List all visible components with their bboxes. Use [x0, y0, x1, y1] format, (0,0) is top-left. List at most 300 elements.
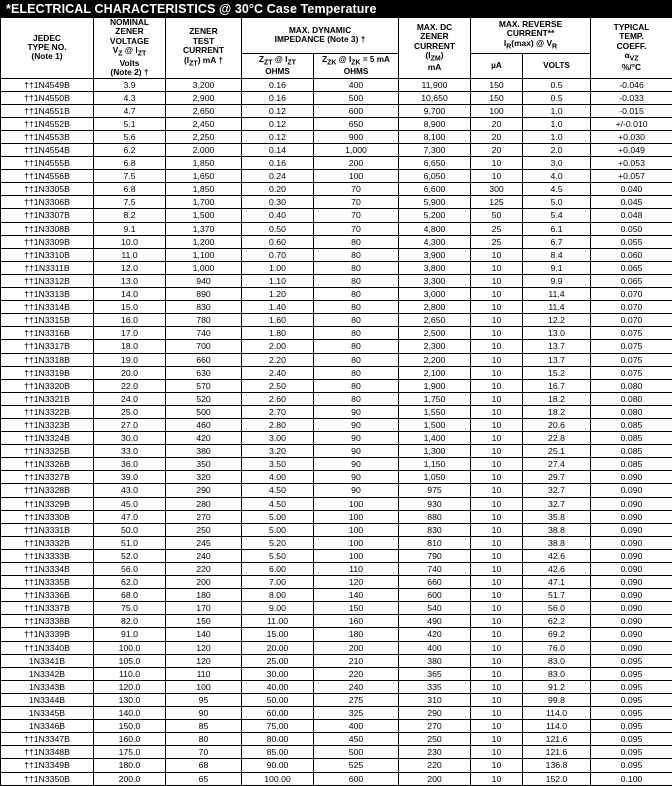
table-row: [1, 733, 672, 746]
cell-izm: 11,900: [399, 78, 471, 91]
cell-vr: 121.6: [523, 746, 591, 759]
cell-temp-coeff: 0.075: [591, 327, 672, 340]
table-row: [1, 340, 672, 353]
cell-zener-voltage: 7.5: [94, 196, 166, 209]
cell-zener-test-current: 380: [166, 445, 242, 458]
cell-zener-voltage: 30.0: [94, 432, 166, 445]
cell-jedec-type: ††1N3319B: [1, 366, 94, 379]
cell-zener-voltage: 160.0: [94, 733, 166, 746]
cell-zener-voltage: 75.0: [94, 602, 166, 615]
cell-jedec-type: ††1N3313B: [1, 288, 94, 301]
cell-izm: 600: [399, 589, 471, 602]
table-row: [1, 445, 672, 458]
cell-temp-coeff: 0.095: [591, 759, 672, 772]
cell-zener-test-current: 1,500: [166, 209, 242, 222]
cell-ir: 10: [471, 157, 523, 170]
cell-vr: 4.5: [523, 183, 591, 196]
cell-zener-voltage: 15.0: [94, 301, 166, 314]
cell-izm: 1,500: [399, 418, 471, 431]
cell-izm: 930: [399, 497, 471, 510]
cell-zener-test-current: 1,700: [166, 196, 242, 209]
cell-zzt: 85.00: [242, 746, 314, 759]
cell-zzt: 0.12: [242, 117, 314, 130]
table-row: [1, 248, 672, 261]
cell-vr: 69.2: [523, 628, 591, 641]
cell-jedec-type: ††1N3312B: [1, 274, 94, 287]
cell-vr: 5.0: [523, 196, 591, 209]
cell-vr: 25.1: [523, 445, 591, 458]
zener-voltage-l2: ZENER: [94, 27, 165, 36]
cell-vr: 32.7: [523, 497, 591, 510]
cell-izm: 230: [399, 746, 471, 759]
cell-zzk: 160: [314, 615, 399, 628]
cell-zener-voltage: 180.0: [94, 759, 166, 772]
cell-jedec-type: ††1N3309B: [1, 235, 94, 248]
cell-zener-voltage: 50.0: [94, 523, 166, 536]
table-row: [1, 510, 672, 523]
cell-zener-test-current: 700: [166, 340, 242, 353]
cell-zener-voltage: 4.7: [94, 104, 166, 117]
cell-zener-voltage: 56.0: [94, 563, 166, 576]
table-row: [1, 471, 672, 484]
table-row: [1, 418, 672, 431]
cell-jedec-type: ††1N3322B: [1, 405, 94, 418]
cell-zener-test-current: 80: [166, 733, 242, 746]
header-row-1: [1, 18, 672, 54]
cell-zzt: 1.40: [242, 301, 314, 314]
cell-temp-coeff: 0.085: [591, 458, 672, 471]
table-row: [1, 667, 672, 680]
col-header-zzt: [242, 53, 314, 78]
cell-zener-test-current: 120: [166, 641, 242, 654]
cell-zzk: 80: [314, 235, 399, 248]
cell-izm: 880: [399, 510, 471, 523]
cell-zener-test-current: 1,000: [166, 261, 242, 274]
reverse-l1: MAX. REVERSE: [471, 20, 590, 29]
cell-zzk: 1,000: [314, 144, 399, 157]
cell-zener-test-current: 1,200: [166, 235, 242, 248]
cell-vr: 121.6: [523, 733, 591, 746]
cell-jedec-type: ††1N3339B: [1, 628, 94, 641]
cell-zener-voltage: 6.2: [94, 144, 166, 157]
impedance-l2: IMPEDANCE (Note 3) †: [242, 35, 398, 44]
cell-zener-test-current: 2,900: [166, 91, 242, 104]
cell-vr: 32.7: [523, 484, 591, 497]
cell-izm: 400: [399, 641, 471, 654]
col-header-max-dc-zener-current: [399, 18, 471, 79]
cell-izm: 4,800: [399, 222, 471, 235]
cell-zzk: 90: [314, 445, 399, 458]
cell-zzk: 90: [314, 458, 399, 471]
cell-zener-voltage: 68.0: [94, 589, 166, 602]
cell-zzt: 25.00: [242, 654, 314, 667]
cell-zener-test-current: 830: [166, 301, 242, 314]
col-header-test-current: [166, 18, 242, 79]
cell-zzt: 1.10: [242, 274, 314, 287]
cell-vr: 9.1: [523, 261, 591, 274]
cell-jedec-type: ††1N3314B: [1, 301, 94, 314]
cell-vr: 114.0: [523, 720, 591, 733]
cell-ir: 10: [471, 589, 523, 602]
table-row: [1, 536, 672, 549]
cell-ir: 10: [471, 261, 523, 274]
cell-vr: 62.2: [523, 615, 591, 628]
cell-zzt: 5.00: [242, 510, 314, 523]
cell-ir: 10: [471, 353, 523, 366]
cell-izm: 9,700: [399, 104, 471, 117]
cell-izm: 8,100: [399, 130, 471, 143]
cell-zzt: 1.80: [242, 327, 314, 340]
cell-zzk: 80: [314, 366, 399, 379]
cell-temp-coeff: 0.075: [591, 340, 672, 353]
cell-zzt: 0.30: [242, 196, 314, 209]
col-header-jedec-l3: (Note 1): [1, 52, 93, 61]
cell-temp-coeff: 0.090: [591, 589, 672, 602]
cell-temp-coeff: 0.080: [591, 392, 672, 405]
cell-temp-coeff: 0.095: [591, 667, 672, 680]
cell-vr: 22.8: [523, 432, 591, 445]
cell-temp-coeff: -0.046: [591, 78, 672, 91]
cell-ir: 20: [471, 144, 523, 157]
cell-jedec-type: ††1N3333B: [1, 549, 94, 562]
cell-jedec-type: ††1N4555B: [1, 157, 94, 170]
cell-jedec-type: ††1N3318B: [1, 353, 94, 366]
cell-zzk: 600: [314, 772, 399, 785]
cell-zener-voltage: 7.5: [94, 170, 166, 183]
cell-ir: 10: [471, 458, 523, 471]
cell-ir: 10: [471, 667, 523, 680]
dc-current-l4: $(I_{ZM})$: [399, 51, 470, 64]
cell-zzk: 80: [314, 327, 399, 340]
cell-zener-voltage: 110.0: [94, 667, 166, 680]
cell-ir: 10: [471, 366, 523, 379]
cell-temp-coeff: 0.095: [591, 733, 672, 746]
cell-zener-voltage: 6.8: [94, 157, 166, 170]
table-row: [1, 432, 672, 445]
temp-l4: $\alpha_{VZ}$: [591, 51, 672, 64]
cell-temp-coeff: 0.090: [591, 628, 672, 641]
cell-zzk: 80: [314, 392, 399, 405]
cell-jedec-type: ††1N3329B: [1, 497, 94, 510]
cell-zzk: 650: [314, 117, 399, 130]
cell-vr: 1.0: [523, 117, 591, 130]
test-current-l4: $(I_{ZT})$ mA †: [166, 56, 241, 69]
cell-jedec-type: ††1N3328B: [1, 484, 94, 497]
col-header-jedec-l1: JEDEC: [1, 34, 93, 43]
table-row: [1, 353, 672, 366]
cell-jedec-type: ††1N3334B: [1, 563, 94, 576]
cell-jedec-type: ††1N4554B: [1, 144, 94, 157]
zzk-l1: ZZK @ IZK = 5 mA: [314, 55, 398, 67]
cell-zzt: 50.00: [242, 693, 314, 706]
cell-zener-test-current: 200: [166, 576, 242, 589]
reverse-l3: $I_R(\max)$ @ $V_R$: [471, 39, 590, 52]
cell-zzk: 140: [314, 589, 399, 602]
cell-izm: 790: [399, 549, 471, 562]
cell-izm: 310: [399, 693, 471, 706]
cell-temp-coeff: 0.095: [591, 707, 672, 720]
cell-zener-test-current: 630: [166, 366, 242, 379]
cell-zener-voltage: 175.0: [94, 746, 166, 759]
cell-ir: 10: [471, 615, 523, 628]
cell-zzk: 200: [314, 641, 399, 654]
dc-current-l5: mA: [399, 63, 470, 72]
table-row: [1, 641, 672, 654]
cell-vr: 8.4: [523, 248, 591, 261]
cell-zzk: 100: [314, 170, 399, 183]
cell-zener-test-current: 270: [166, 510, 242, 523]
cell-zener-voltage: 45.0: [94, 497, 166, 510]
table-row: [1, 497, 672, 510]
cell-zener-voltage: 43.0: [94, 484, 166, 497]
table-row: [1, 366, 672, 379]
cell-zzk: 600: [314, 104, 399, 117]
table-row: [1, 563, 672, 576]
cell-zener-voltage: 120.0: [94, 680, 166, 693]
table-row: [1, 314, 672, 327]
cell-izm: 490: [399, 615, 471, 628]
cell-izm: 1,050: [399, 471, 471, 484]
cell-zener-test-current: 1,850: [166, 157, 242, 170]
cell-vr: 2.0: [523, 144, 591, 157]
cell-zzt: 0.14: [242, 144, 314, 157]
cell-jedec-type: ††1N3340B: [1, 641, 94, 654]
cell-zzt: 0.16: [242, 91, 314, 104]
cell-zzk: 100: [314, 523, 399, 536]
cell-ir: 10: [471, 772, 523, 785]
cell-zzk: 325: [314, 707, 399, 720]
cell-izm: 3,300: [399, 274, 471, 287]
cell-zener-voltage: 27.0: [94, 418, 166, 431]
cell-zener-test-current: 780: [166, 314, 242, 327]
cell-zzt: 60.00: [242, 707, 314, 720]
cell-zener-voltage: 52.0: [94, 549, 166, 562]
cell-jedec-type: ††1N3308B: [1, 222, 94, 235]
cell-zzk: 80: [314, 248, 399, 261]
cell-jedec-type: ††1N3305B: [1, 183, 94, 196]
cell-ir: 10: [471, 720, 523, 733]
cell-zzt: 40.00: [242, 680, 314, 693]
cell-vr: 76.0: [523, 641, 591, 654]
cell-izm: 1,750: [399, 392, 471, 405]
cell-vr: 0.5: [523, 78, 591, 91]
cell-ir: 10: [471, 432, 523, 445]
cell-zzk: 100: [314, 497, 399, 510]
cell-vr: 13.7: [523, 353, 591, 366]
cell-zzt: 6.00: [242, 563, 314, 576]
cell-ir: 10: [471, 327, 523, 340]
cell-zener-test-current: 350: [166, 458, 242, 471]
cell-zener-test-current: 460: [166, 418, 242, 431]
cell-zzk: 80: [314, 340, 399, 353]
cell-jedec-type: ††1N4553B: [1, 130, 94, 143]
cell-zener-test-current: 2,000: [166, 144, 242, 157]
cell-zener-test-current: 2,650: [166, 104, 242, 117]
table-row: [1, 772, 672, 785]
cell-vr: 29.7: [523, 471, 591, 484]
cell-temp-coeff: 0.090: [591, 471, 672, 484]
cell-temp-coeff: -0.033: [591, 91, 672, 104]
cell-zzk: 70: [314, 196, 399, 209]
cell-ir: 10: [471, 733, 523, 746]
cell-jedec-type: ††1N4552B: [1, 117, 94, 130]
cell-jedec-type: ††1N3317B: [1, 340, 94, 353]
table-row: [1, 117, 672, 130]
cell-zzt: 30.00: [242, 667, 314, 680]
cell-izm: 380: [399, 654, 471, 667]
cell-vr: 42.6: [523, 563, 591, 576]
cell-jedec-type: ††1N3326B: [1, 458, 94, 471]
cell-zzk: 400: [314, 720, 399, 733]
cell-zener-voltage: 18.0: [94, 340, 166, 353]
cell-zener-test-current: 110: [166, 667, 242, 680]
table-row: [1, 693, 672, 706]
cell-temp-coeff: 0.090: [591, 563, 672, 576]
cell-jedec-type: ††1N4556B: [1, 170, 94, 183]
cell-zzt: 11.00: [242, 615, 314, 628]
table-row: [1, 746, 672, 759]
cell-zener-test-current: 250: [166, 523, 242, 536]
cell-temp-coeff: +/-0.010: [591, 117, 672, 130]
cell-zzk: 70: [314, 209, 399, 222]
cell-zzt: 0.12: [242, 104, 314, 117]
table-row: [1, 720, 672, 733]
cell-vr: 56.0: [523, 602, 591, 615]
cell-zzt: 2.50: [242, 379, 314, 392]
cell-izm: 1,550: [399, 405, 471, 418]
table-row: [1, 523, 672, 536]
cell-zener-test-current: 180: [166, 589, 242, 602]
cell-zzt: 5.00: [242, 523, 314, 536]
cell-zzk: 90: [314, 432, 399, 445]
cell-temp-coeff: 0.085: [591, 432, 672, 445]
cell-temp-coeff: 0.050: [591, 222, 672, 235]
cell-zzt: 80.00: [242, 733, 314, 746]
cell-ir: 100: [471, 104, 523, 117]
table-row: [1, 759, 672, 772]
cell-ir: 10: [471, 405, 523, 418]
cell-zzt: 3.20: [242, 445, 314, 458]
cell-ir: 10: [471, 301, 523, 314]
table-row: [1, 144, 672, 157]
table-row: [1, 654, 672, 667]
cell-zzk: 110: [314, 563, 399, 576]
cell-zener-test-current: 1,370: [166, 222, 242, 235]
cell-zzt: 0.12: [242, 130, 314, 143]
cell-izm: 10,650: [399, 91, 471, 104]
cell-zzt: 0.50: [242, 222, 314, 235]
cell-zener-voltage: 39.0: [94, 471, 166, 484]
cell-zener-voltage: 20.0: [94, 366, 166, 379]
cell-izm: 2,100: [399, 366, 471, 379]
cell-jedec-type: ††1N3330B: [1, 510, 94, 523]
table-row: [1, 91, 672, 104]
cell-jedec-type: ††1N3348B: [1, 746, 94, 759]
cell-izm: 2,200: [399, 353, 471, 366]
cell-zzt: 0.16: [242, 157, 314, 170]
cell-ir: 10: [471, 602, 523, 615]
table-row: [1, 707, 672, 720]
cell-zener-voltage: 47.0: [94, 510, 166, 523]
cell-zzk: 90: [314, 405, 399, 418]
cell-ir: 25: [471, 235, 523, 248]
cell-zzt: 2.20: [242, 353, 314, 366]
cell-temp-coeff: 0.095: [591, 693, 672, 706]
cell-vr: 83.0: [523, 667, 591, 680]
cell-vr: 1.0: [523, 104, 591, 117]
col-header-max-dynamic-impedance: [242, 18, 399, 54]
cell-zener-voltage: 17.0: [94, 327, 166, 340]
cell-zener-test-current: 570: [166, 379, 242, 392]
cell-ir: 10: [471, 340, 523, 353]
table-row: [1, 157, 672, 170]
cell-zener-voltage: 19.0: [94, 353, 166, 366]
cell-izm: 335: [399, 680, 471, 693]
col-header-max-reverse-current: [471, 18, 591, 54]
cell-zener-test-current: 95: [166, 693, 242, 706]
cell-temp-coeff: 0.090: [591, 536, 672, 549]
cell-zener-test-current: 240: [166, 549, 242, 562]
cell-izm: 1,150: [399, 458, 471, 471]
cell-zzk: 90: [314, 484, 399, 497]
temp-l1: TYPICAL: [591, 23, 672, 32]
cell-zener-test-current: 740: [166, 327, 242, 340]
cell-ir: 10: [471, 628, 523, 641]
cell-vr: 83.0: [523, 654, 591, 667]
cell-vr: 38.8: [523, 523, 591, 536]
cell-ir: 10: [471, 523, 523, 536]
table-row: [1, 680, 672, 693]
table-row: [1, 104, 672, 117]
cell-zzk: 100: [314, 510, 399, 523]
temp-l2: TEMP.: [591, 32, 672, 41]
cell-zzk: 80: [314, 301, 399, 314]
cell-zener-test-current: 220: [166, 563, 242, 576]
cell-jedec-type: ††1N3316B: [1, 327, 94, 340]
cell-ir: 10: [471, 641, 523, 654]
dc-current-l1: MAX. DC: [399, 23, 470, 32]
cell-jedec-type: ††1N3325B: [1, 445, 94, 458]
cell-zzk: 400: [314, 78, 399, 91]
cell-temp-coeff: 0.080: [591, 379, 672, 392]
cell-jedec-type: ††1N3347B: [1, 733, 94, 746]
cell-izm: 6,650: [399, 157, 471, 170]
cell-temp-coeff: 0.075: [591, 353, 672, 366]
table-row: [1, 628, 672, 641]
cell-temp-coeff: 0.080: [591, 405, 672, 418]
zzt-l1: ZZT @ IZT: [242, 55, 313, 67]
page-title: *ELECTRICAL CHARACTERISTICS @ 30°C Case Temperature: [0, 0, 672, 17]
cell-zener-voltage: 16.0: [94, 314, 166, 327]
cell-temp-coeff: 0.055: [591, 235, 672, 248]
cell-zzk: 80: [314, 353, 399, 366]
table-row: [1, 261, 672, 274]
table-row: [1, 392, 672, 405]
cell-zzk: 90: [314, 471, 399, 484]
cell-ir: 10: [471, 510, 523, 523]
cell-ir: 10: [471, 497, 523, 510]
cell-ir: 50: [471, 209, 523, 222]
cell-zener-test-current: 520: [166, 392, 242, 405]
cell-zener-voltage: 11.0: [94, 248, 166, 261]
cell-izm: 1,300: [399, 445, 471, 458]
cell-zener-voltage: 13.0: [94, 274, 166, 287]
cell-ir: 10: [471, 471, 523, 484]
cell-jedec-type: ††1N3307B: [1, 209, 94, 222]
cell-zzk: 80: [314, 379, 399, 392]
cell-zener-voltage: 4.3: [94, 91, 166, 104]
cell-zzk: 275: [314, 693, 399, 706]
